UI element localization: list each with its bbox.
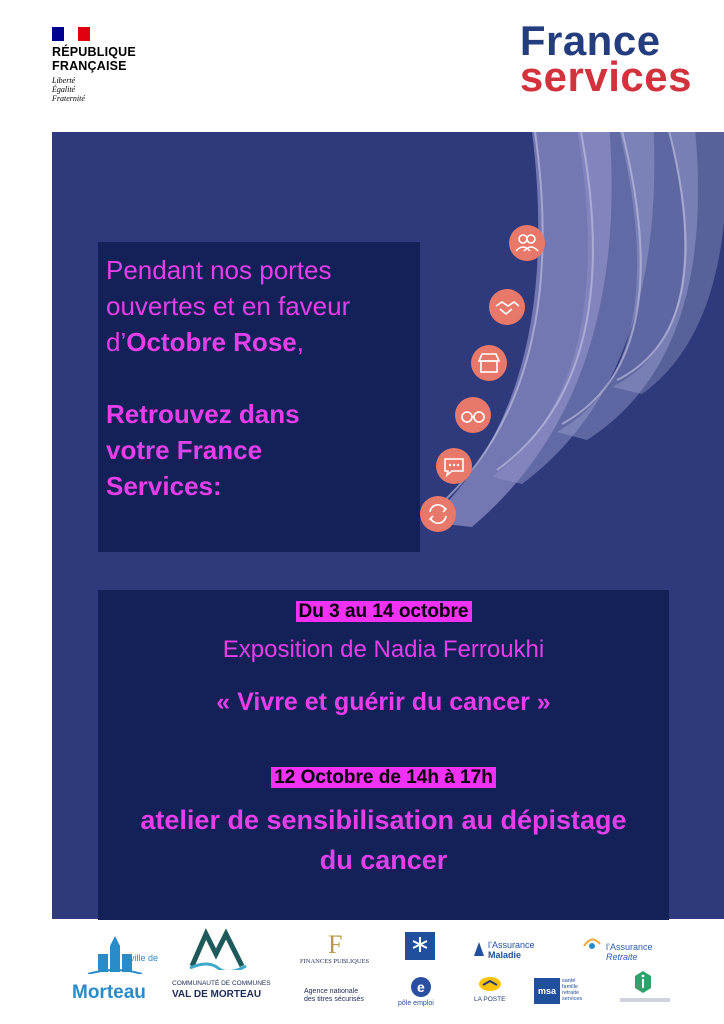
intro-text: Pendant nos portes ouvertes et en faveur d’Octobre Rose, Retrouvez dans votre France Services:	[106, 255, 351, 501]
event-date-2: 12 Octobre de 14h à 17h	[98, 766, 669, 790]
pole-emploi-icon	[408, 976, 434, 998]
shop-icon	[470, 344, 508, 382]
la-poste-logo: LA POSTE	[470, 976, 510, 1006]
assurance-retraite-logo: l’Assurance Retraite	[582, 934, 662, 964]
exhibition-quote: « Vivre et guérir du cancer »	[216, 688, 551, 716]
french-flag-icon	[52, 27, 90, 41]
france-services-logo: France services	[519, 17, 692, 100]
assurance-maladie-logo: l’Assurance Maladie	[472, 938, 552, 968]
republique-motto: Liberté Égalité Fraternité	[52, 76, 85, 103]
exhibition-title: Exposition de Nadia Ferroukhi	[222, 636, 545, 663]
snowflake-icon	[405, 932, 435, 960]
assurance-retraite-icon	[582, 934, 602, 952]
caf-logo	[405, 932, 435, 960]
republique-francaise-logo: RÉPUBLIQUE FRANÇAISE	[52, 45, 136, 73]
point-justice-icon	[634, 970, 652, 994]
finances-publiques-logo: F FINANCES PUBLIQUES	[300, 930, 370, 965]
morteau-logo: ville de Morteau	[72, 934, 152, 1004]
chat-icon	[435, 447, 473, 485]
mountain-icon	[188, 928, 248, 970]
pole-emploi-logo: e pôle emploi	[398, 976, 442, 1010]
workshop-title: atelier de sensibilisation au dépistage du cancer	[140, 805, 627, 875]
assurance-maladie-icon	[472, 940, 486, 958]
event-date-1: Du 3 au 14 octobre	[98, 600, 669, 624]
point-justice-caption	[620, 998, 670, 1002]
binoculars-icon	[454, 396, 492, 434]
handshake-icon	[488, 288, 526, 326]
people-icon	[508, 224, 546, 262]
msa-logo: msa santé famille retraite services	[534, 978, 594, 1008]
ants-logo: Agence nationale des titres sécurisés	[304, 988, 364, 1003]
refresh-icon	[419, 495, 457, 533]
la-poste-bird-icon	[478, 976, 502, 992]
svg-text:e: e	[417, 979, 425, 995]
val-de-morteau-logo: COMMUNAUTÉ DE COMMUNES VAL DE MORTEAU	[160, 928, 280, 1004]
